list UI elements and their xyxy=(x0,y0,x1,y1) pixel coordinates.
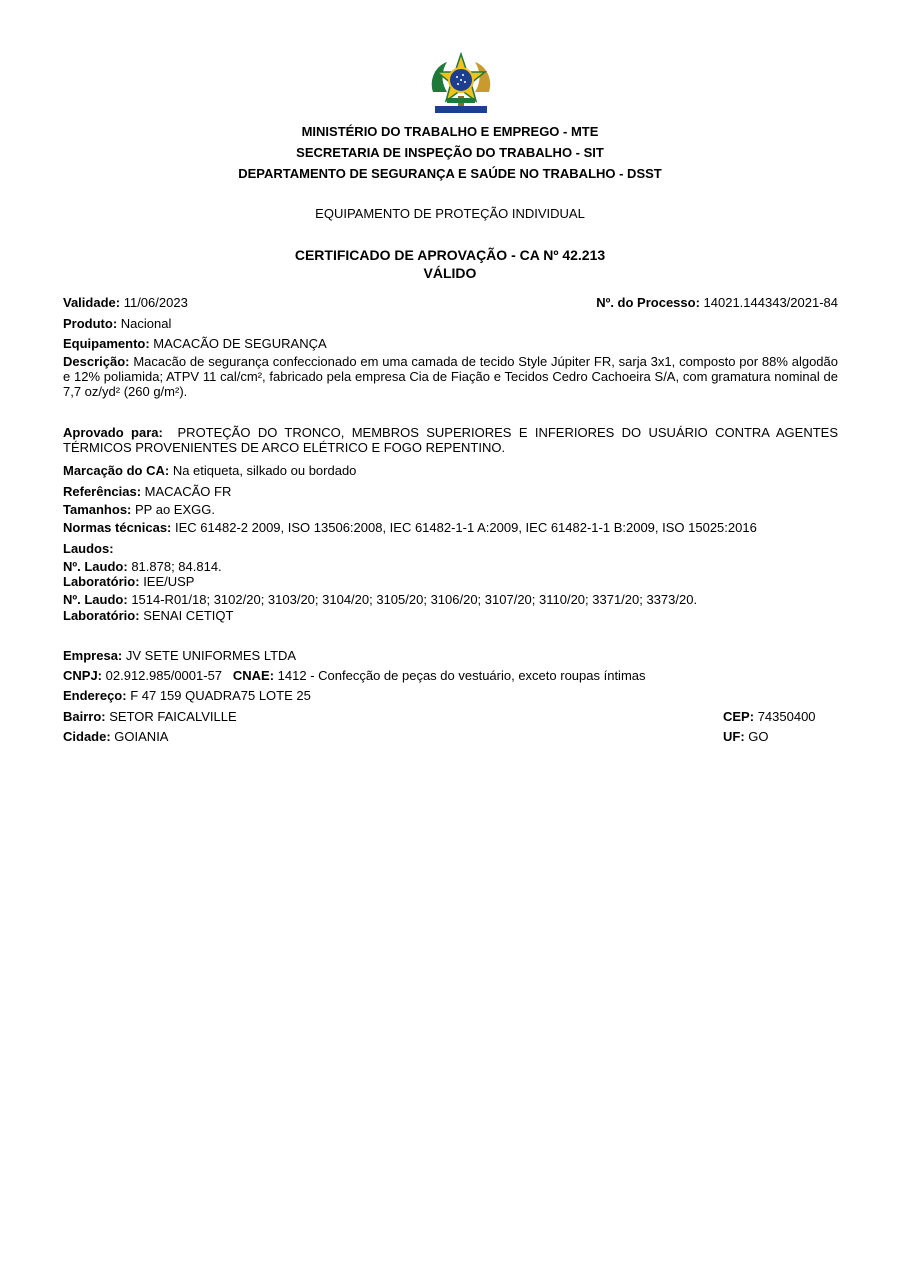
normas-value: IEC 61482-2 2009, ISO 13506:2008, IEC 61482-1-1 A:2009, IEC 61482-1-1 B:2009, ISO 15025:2016 xyxy=(175,520,757,535)
empresa-row xyxy=(63,648,838,663)
uf-row xyxy=(723,729,769,744)
aprovado-value: PROTEÇÃO DO TRONCO, MEMBROS SUPERIORES E INFERIORES DO USUÁRIO CONTRA AGENTES TÉRMICOS PROVENIENTES DE ARCO ELÉTRICO E FOGO REPENTINO. xyxy=(63,425,838,455)
tamanhos-label: Tamanhos: xyxy=(63,502,132,517)
bairro-row xyxy=(63,709,838,724)
bairro-value: SETOR FAICALVILLE xyxy=(109,709,237,724)
uf-value: GO xyxy=(748,729,769,744)
lab1-value: IEE/USP xyxy=(143,574,195,589)
cnpj-value: 02.912.985/0001-57 xyxy=(105,668,223,683)
certificate-status: VÁLIDO xyxy=(423,265,477,281)
equipamento-value: MACACÃO DE SEGURANÇA xyxy=(153,336,327,351)
produto-row xyxy=(63,316,838,331)
certificate-title: CERTIFICADO DE APROVAÇÃO - CA Nº 42.213 xyxy=(294,247,606,263)
empresa-value: JV SETE UNIFORMES LTDA xyxy=(125,648,297,663)
document-subtitle: EQUIPAMENTO DE PROTEÇÃO INDIVIDUAL xyxy=(315,206,585,221)
secretariat-line: SECRETARIA DE INSPEÇÃO DO TRABALHO - SIT xyxy=(296,145,604,160)
cnae-label: CNAE: xyxy=(232,668,275,683)
cidade-row xyxy=(63,729,838,744)
cep-label: CEP: xyxy=(723,709,755,724)
lab2-value: SENAI CETIQT xyxy=(143,608,234,623)
laudo1-value: 81.878; 84.814. xyxy=(131,559,222,574)
endereco-label: Endereço: xyxy=(63,688,127,703)
tamanhos-value: PP ao EXGG. xyxy=(135,502,215,517)
cidade-value: GOIANIA xyxy=(114,729,169,744)
produto-label: Produto: xyxy=(63,316,118,331)
endereco-value: F 47 159 QUADRA75 LOTE 25 xyxy=(130,688,311,703)
descricao-value: Macacão de segurança confeccionado em uma camada de tecido Style Júpiter FR, sarja 3x1, composto por 88% algodão e 12% poliamida; ATPV 11 cal/cm², fabricado pela empresa Cia de Fiação e Tecidos Cedro Cachoeira S/A, com gramatura nominal de 7,7 oz/yd² (260 g/m²). xyxy=(63,354,838,399)
laudo1-row xyxy=(63,559,838,574)
processo-label: Nº. do Processo: xyxy=(596,295,700,310)
cep-row xyxy=(723,709,816,724)
processo-value: 14021.144343/2021-84 xyxy=(703,295,838,310)
cnpj-label: CNPJ: xyxy=(63,668,103,683)
endereco-row xyxy=(63,688,838,703)
lab2-row xyxy=(63,608,838,623)
processo-row xyxy=(596,295,838,310)
equipamento-label: Equipamento: xyxy=(63,336,150,351)
ministry-line: MINISTÉRIO DO TRABALHO E EMPREGO - MTE xyxy=(301,124,599,139)
equipamento-row xyxy=(63,336,838,351)
uf-label: UF: xyxy=(723,729,745,744)
laudo1-label: Nº. Laudo: xyxy=(63,559,128,574)
cnae-value: 1412 - Confecção de peças do vestuário, exceto roupas íntimas xyxy=(277,668,646,683)
aprovado-row xyxy=(63,425,838,455)
descricao-label: Descrição: xyxy=(63,354,130,369)
referencias-label: Referências: xyxy=(63,484,142,499)
produto-value: Nacional xyxy=(120,316,172,331)
validade-label: Validade: xyxy=(63,295,121,310)
cep-value: 74350400 xyxy=(757,709,816,724)
bairro-label: Bairro: xyxy=(63,709,106,724)
marcacao-row xyxy=(63,463,838,478)
laudo2-value: 1514-R01/18; 3102/20; 3103/20; 3104/20; 3105/20; 3106/20; 3107/20; 3110/20; 3371/20; 3373/20. xyxy=(131,592,698,607)
laudo2-label: Nº. Laudo: xyxy=(63,592,128,607)
cnpj-row xyxy=(63,668,838,683)
aprovado-label: Aprovado para: xyxy=(63,425,163,440)
marcacao-value: Na etiqueta, silkado ou bordado xyxy=(172,463,357,478)
cidade-label: Cidade: xyxy=(63,729,111,744)
lab2-label: Laboratório: xyxy=(63,608,140,623)
marcacao-label: Marcação do CA: xyxy=(63,463,170,478)
laudo2-row xyxy=(63,592,838,607)
laudos-heading: Laudos: xyxy=(63,541,114,556)
referencias-value: MACACÃO FR xyxy=(144,484,232,499)
brazil-coat-of-arms-icon xyxy=(427,52,495,118)
tamanhos-row xyxy=(63,502,838,517)
descricao-row xyxy=(63,354,838,399)
referencias-row xyxy=(63,484,838,499)
lab1-row xyxy=(63,574,838,589)
lab1-label: Laboratório: xyxy=(63,574,140,589)
validade-value: 11/06/2023 xyxy=(123,295,188,310)
department-line: DEPARTAMENTO DE SEGURANÇA E SAÚDE NO TRABALHO - DSST xyxy=(238,166,662,181)
normas-row xyxy=(63,520,838,535)
empresa-label: Empresa: xyxy=(63,648,123,663)
normas-label: Normas técnicas: xyxy=(63,520,172,535)
